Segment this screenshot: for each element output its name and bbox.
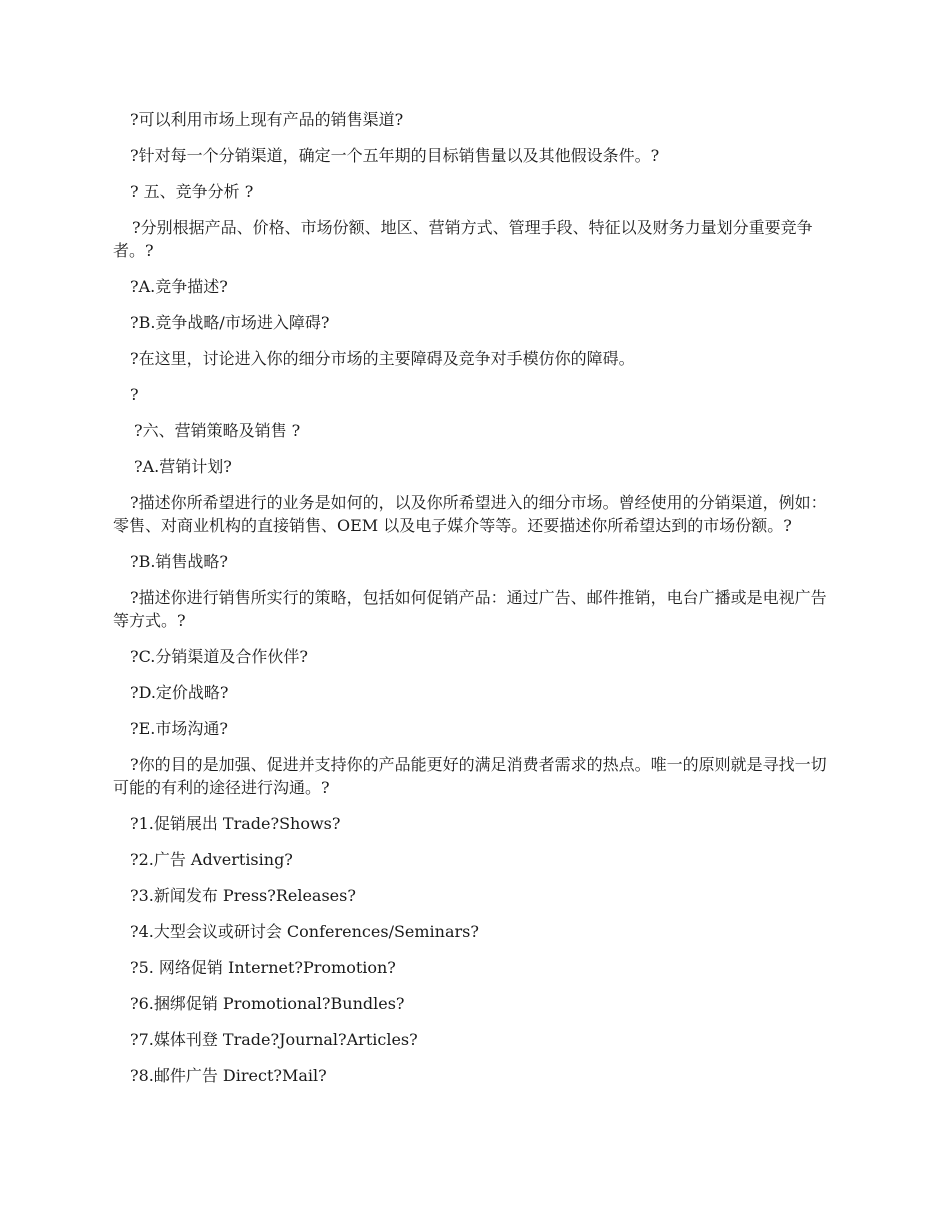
list-item-journal-articles: ?7.媒体刊登 Trade?Journal?Articles?	[130, 1030, 418, 1049]
subheading-market-communication: ?E.市场沟通?	[130, 719, 228, 738]
subheading-competition-description: ?A.竞争描述?	[130, 277, 228, 296]
list-item-trade-shows: ?1.促销展出 Trade?Shows?	[130, 814, 341, 833]
paragraph-sales-strategy: ?描述你进行销售所实行的策略，包括如何促销产品：通过广告、邮件推销，电台广播或是电视广告等方式。?	[113, 588, 827, 630]
subheading-competition-strategy: ?B.竞争战略/市场进入障碍?	[130, 313, 330, 332]
subheading-marketing-plan: ?A.营销计划?	[134, 457, 232, 476]
paragraph-marketing-plan: ?描述你所希望进行的业务是如何的，以及你所希望进入的细分市场。曾经使用的分销渠道，例如：零售、对商业机构的直接销售、OEM 以及电子媒介等等。还要描述你所希望达到的市场份额。?	[113, 493, 827, 535]
list-item-press-releases: ?3.新闻发布 Press?Releases?	[130, 886, 356, 905]
paragraph-five-year-targets: ?针对每一个分销渠道，确定一个五年期的目标销售量以及其他假设条件。?	[130, 146, 660, 165]
list-item-promotional-bundles: ?6.捆绑促销 Promotional?Bundles?	[130, 994, 405, 1013]
paragraph-sales-channels: ?可以利用市场上现有产品的销售渠道?	[130, 110, 404, 129]
list-item-conferences: ?4.大型会议或研讨会 Conferences/Seminars?	[130, 922, 479, 941]
heading-marketing-strategy: ?六、营销策略及销售 ?	[134, 421, 301, 440]
document-body	[113, 108, 835, 1100]
list-item-internet-promotion: ?5. 网络促销 Internet?Promotion?	[130, 958, 396, 977]
paragraph-empty: ?	[130, 385, 139, 404]
subheading-distribution-partners: ?C.分销渠道及合作伙伴?	[130, 647, 308, 666]
list-item-advertising: ?2.广告 Advertising?	[130, 850, 293, 869]
paragraph-entry-barriers: ?在这里，讨论进入你的细分市场的主要障碍及竞争对手模仿你的障碍。	[130, 349, 635, 368]
heading-competition-analysis: ? 五、竞争分析 ?	[130, 182, 254, 201]
subheading-pricing-strategy: ?D.定价战略?	[130, 683, 229, 702]
list-item-direct-mail: ?8.邮件广告 Direct?Mail?	[130, 1066, 327, 1085]
paragraph-competitors: ?分别根据产品、价格、市场份额、地区、营销方式、管理手段、特征以及财务力量划分重要竞争者。?	[113, 218, 813, 260]
subheading-sales-strategy: ?B.销售战略?	[130, 552, 229, 571]
paragraph-communication-goal: ?你的目的是加强、促进并支持你的产品能更好的满足消费者需求的热点。唯一的原则就是寻找一切可能的有利的途径进行沟通。?	[113, 755, 827, 797]
